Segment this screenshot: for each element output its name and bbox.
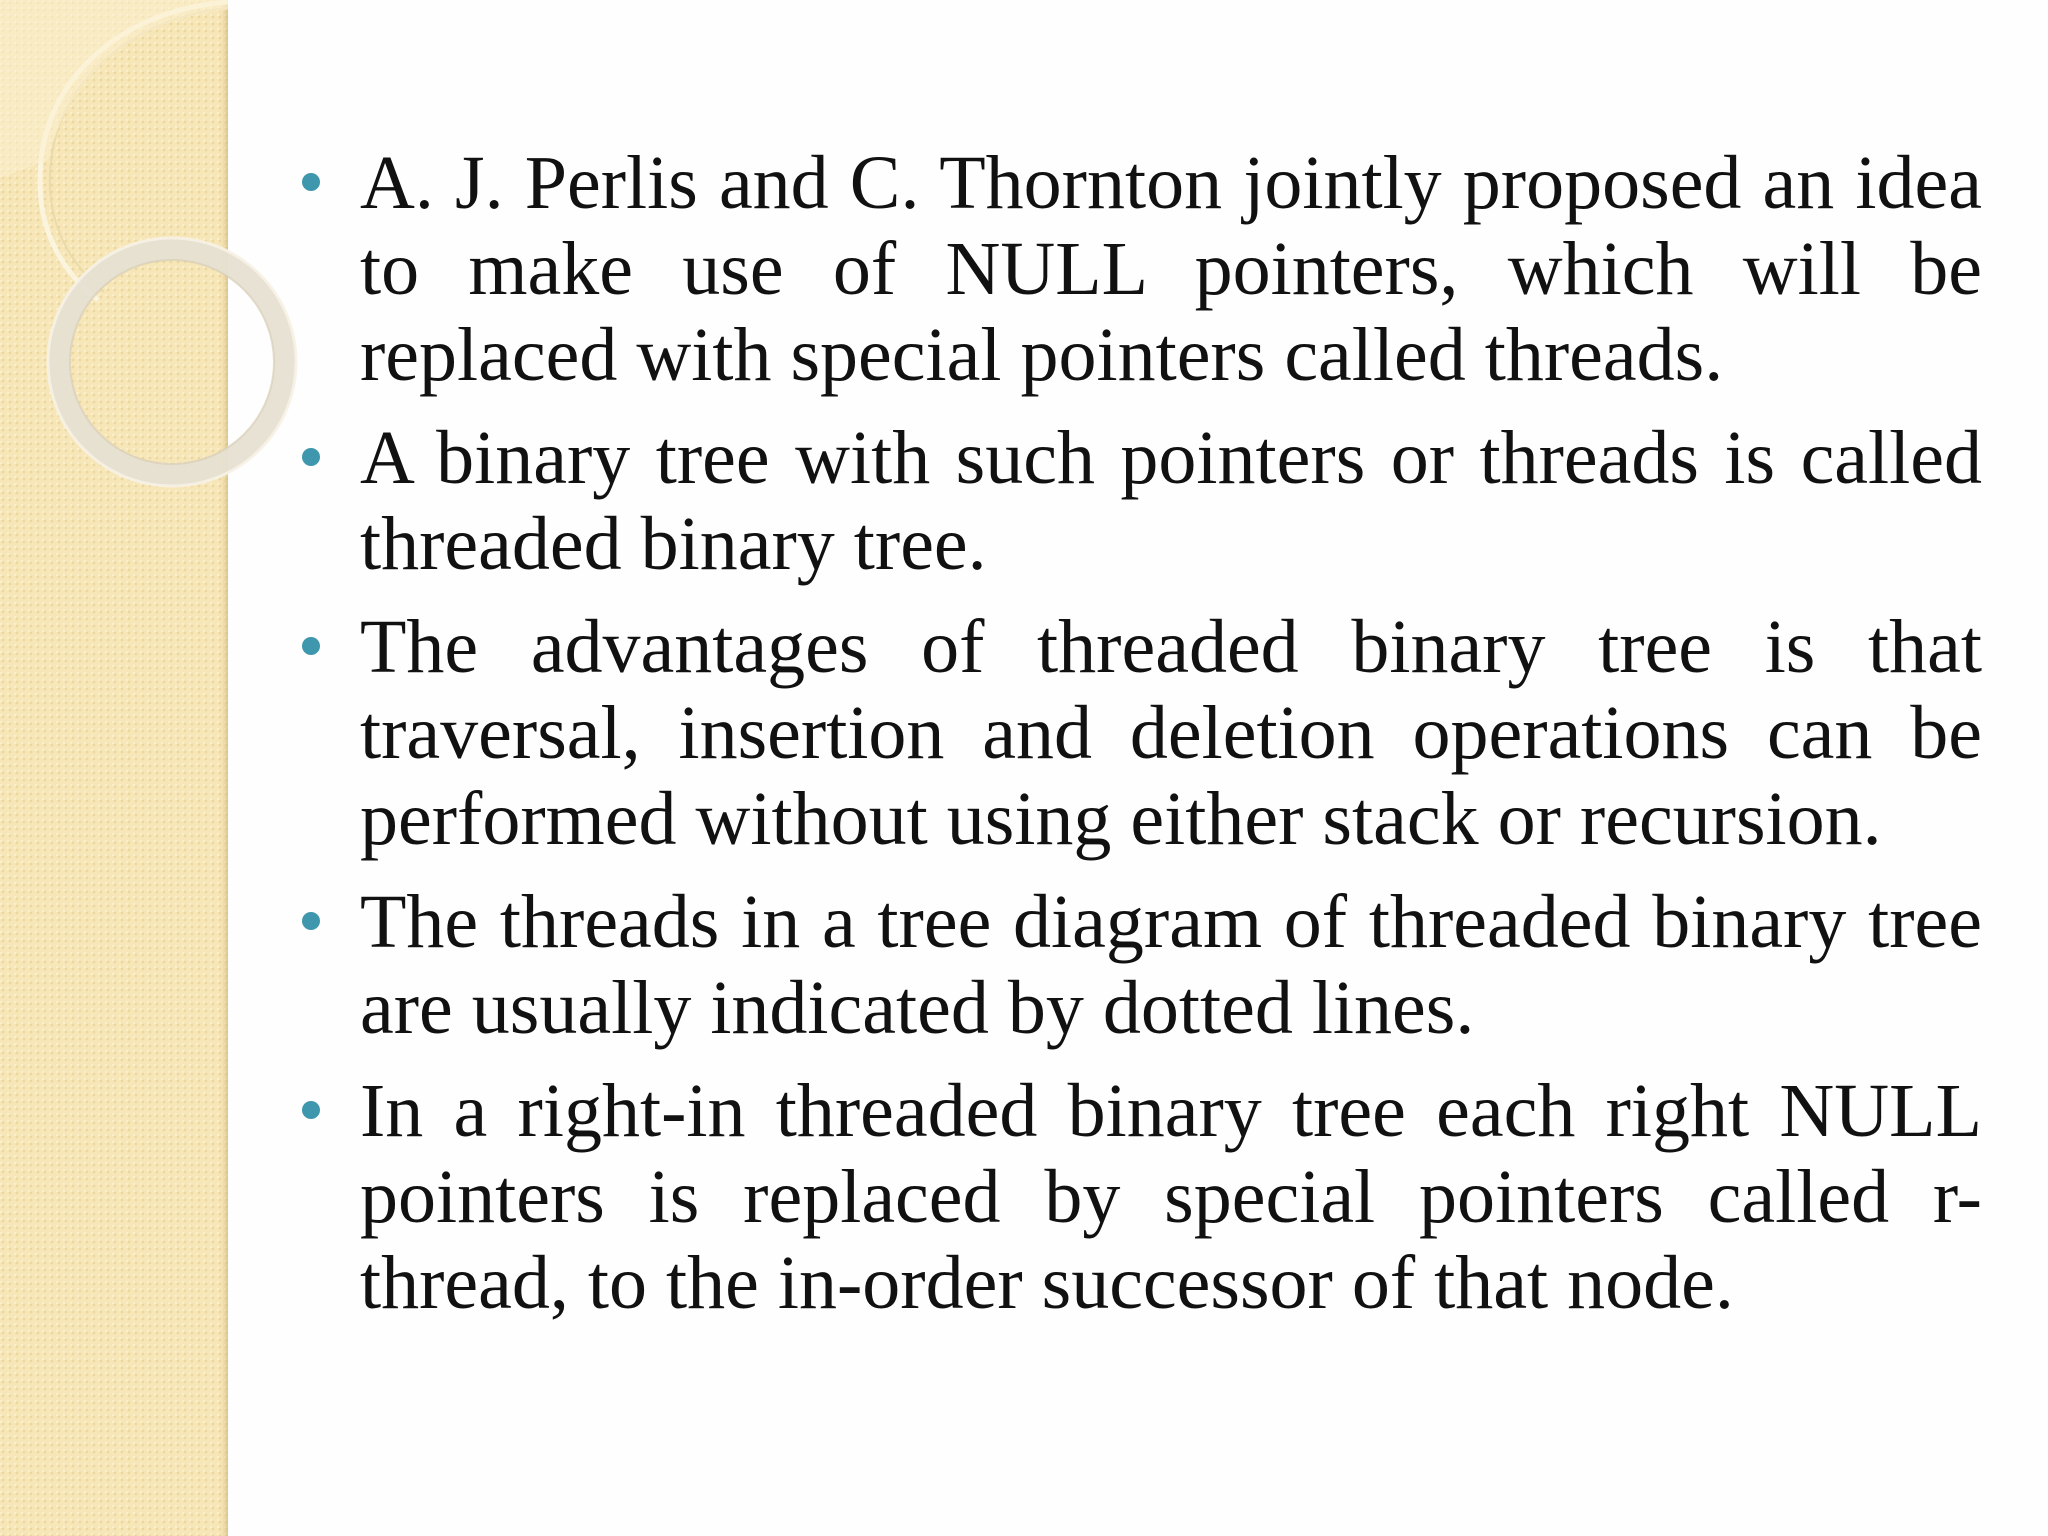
bullet-text: The threads in a tree diagram of threaded binary tree are usually indicated by dotted lines. — [360, 880, 1982, 1050]
bullet-item — [292, 140, 1982, 398]
bullet-dot-icon — [302, 912, 320, 930]
bullet-text: The advantages of threaded binary tree is that traversal, insertion and deletion operations can be performed without using either stack or recursion. — [360, 605, 1982, 861]
bullet-item — [292, 604, 1982, 862]
decorative-side-band — [0, 0, 228, 1536]
slide-content — [292, 140, 1982, 1343]
bullet-dot-icon — [302, 173, 320, 191]
bullet-dot-icon — [302, 448, 320, 466]
bullet-item — [292, 879, 1982, 1051]
bullet-text: A binary tree with such pointers or threads is called threaded binary tree. — [360, 416, 1982, 586]
bullet-dot-icon — [302, 637, 320, 655]
bullet-dot-icon — [302, 1101, 320, 1119]
bullet-item — [292, 1068, 1982, 1326]
bullet-text: In a right-in threaded binary tree each right NULL pointers is replaced by special pointers called r-thread, to the in-order successor of that node. — [360, 1069, 1982, 1325]
bullet-item — [292, 415, 1982, 587]
bullet-text: A. J. Perlis and C. Thornton jointly proposed an idea to make use of NULL pointers, which will be replaced with special pointers called threads. — [360, 141, 1982, 397]
bullet-list — [292, 140, 1982, 1326]
